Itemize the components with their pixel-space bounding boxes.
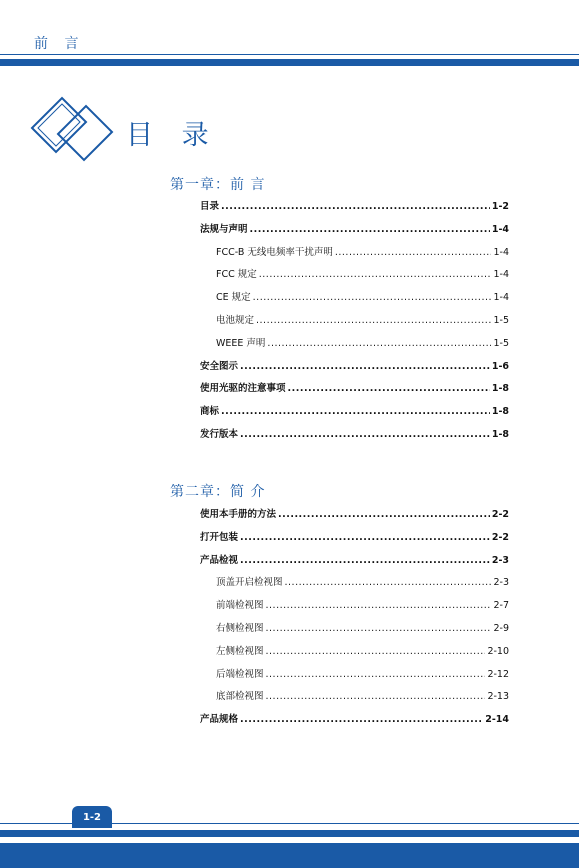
toc-dot-leader: [240, 428, 490, 442]
toc-entry-label: FCC-B 无线电频率干扰声明: [216, 246, 333, 258]
toc-entry-label: CE 规定: [216, 292, 251, 304]
toc-entry[interactable]: [200, 382, 509, 396]
toc-entry[interactable]: [216, 645, 509, 659]
toc-entry-page: 1-8: [491, 383, 509, 395]
toc-entry[interactable]: [200, 223, 509, 237]
toc-entry-page: 1-2: [491, 201, 509, 212]
toc-dot-leader: [240, 531, 490, 545]
toc-dot-leader: [285, 576, 492, 590]
toc-entry-label: 产品规格: [200, 714, 239, 726]
toc-entry-page: 2-14: [485, 714, 509, 726]
toc-entry-label: 发行版本: [200, 429, 239, 440]
toc-dot-leader: [253, 291, 492, 305]
toc-entry[interactable]: [216, 599, 509, 613]
toc-entry-label: 后端检视图: [216, 668, 264, 680]
toc-entry[interactable]: [200, 200, 509, 214]
toc-entry-page: 1-4: [493, 292, 509, 304]
toc-entry-page: 1-5: [493, 315, 509, 326]
toc-dot-leader: [267, 337, 491, 351]
toc-dot-leader: [221, 405, 490, 419]
toc-entry-page: 1-4: [493, 246, 509, 258]
toc-entry-label: 法规与声明: [200, 223, 248, 235]
footer-bar: [0, 830, 579, 837]
toc-entry[interactable]: [216, 268, 509, 282]
header-rule-thick: [0, 59, 579, 66]
toc-dot-leader: [256, 314, 491, 328]
toc-entry-label: 产品检视: [200, 554, 239, 566]
chapter-title-2: 第二章：简 介: [170, 484, 266, 500]
toc-entry-page: 2-2: [491, 509, 509, 520]
toc-entry-label: 电池规定: [216, 315, 255, 326]
toc-entry-page: 1-8: [491, 429, 509, 440]
toc-dot-leader: [250, 223, 490, 237]
toc-entry-label: 前端检视图: [216, 600, 264, 612]
header-rule-thin: [0, 54, 579, 55]
toc-entry-label: 左侧检视图: [216, 645, 264, 657]
toc-entry[interactable]: [200, 531, 509, 545]
toc-entry-page: 2-2: [491, 531, 509, 543]
toc-dot-leader: [259, 268, 492, 282]
toc-entry-label: 安全图示: [200, 360, 239, 372]
page-number-tab: 1-2: [72, 806, 112, 828]
toc-entry-page: 1-6: [491, 360, 509, 372]
toc-entry-page: 2-10: [487, 645, 509, 657]
toc-dot-leader: [266, 645, 486, 659]
toc-heading: 目 录: [126, 120, 219, 151]
toc-entry-label: 顶盖开启检视图: [216, 577, 283, 589]
toc-entry-label: 底部检视图: [216, 691, 264, 703]
toc-logo-icon: [28, 94, 116, 164]
toc-entry[interactable]: [216, 576, 509, 590]
toc-entry-label: FCC 规定: [216, 269, 257, 281]
chapter-title-1: 第一章：前 言: [170, 177, 266, 193]
toc-dot-leader: [278, 508, 490, 522]
header-title: 前 言: [34, 36, 85, 52]
toc-entry[interactable]: [200, 360, 509, 374]
toc-entry-page: 2-7: [493, 600, 509, 612]
toc-entry-label: 打开包装: [200, 531, 239, 543]
toc-dot-leader: [288, 382, 490, 396]
toc-entry[interactable]: [200, 428, 509, 442]
toc-dot-leader: [240, 713, 483, 727]
toc-entry[interactable]: [200, 508, 509, 522]
toc-entry-page: 1-4: [491, 223, 509, 235]
toc-entry[interactable]: [216, 690, 509, 704]
toc-entry[interactable]: [216, 291, 509, 305]
toc-dot-leader: [266, 599, 492, 613]
toc-entry-page: 2-13: [487, 691, 509, 703]
toc-dot-leader: [266, 622, 492, 636]
toc-entry-page: 1-4: [493, 269, 509, 281]
toc-entry[interactable]: [216, 314, 509, 328]
toc-dot-leader: [240, 554, 490, 568]
toc-entry-page: 1-8: [491, 406, 509, 418]
toc-entry-label: 使用本手册的方法: [200, 509, 277, 520]
toc-entry-page: 2-12: [487, 668, 509, 680]
toc-entry[interactable]: [216, 337, 509, 351]
toc-dot-leader: [266, 668, 486, 682]
toc-entry-page: 2-9: [493, 623, 509, 634]
toc-entry[interactable]: [216, 246, 509, 260]
toc-dot-leader: [221, 200, 490, 214]
toc-entry-page: 2-3: [491, 554, 509, 566]
toc-entry-label: 使用光驱的注意事项: [200, 383, 286, 395]
toc-dot-leader: [335, 246, 492, 260]
toc-entry-page: 2-3: [493, 577, 509, 589]
toc-entry[interactable]: [216, 622, 509, 636]
toc-entry[interactable]: [200, 405, 509, 419]
toc-dot-leader: [266, 690, 486, 704]
toc-entry-page: 1-5: [493, 337, 509, 349]
toc-dot-leader: [240, 360, 490, 374]
toc-entry-label: 目录: [200, 201, 220, 212]
toc-entry[interactable]: [200, 554, 509, 568]
toc-entry-label: 右侧检视图: [216, 623, 264, 634]
toc-entry-label: 商标: [200, 406, 220, 418]
toc-entry-label: WEEE 声明: [216, 337, 266, 349]
toc-entry[interactable]: [216, 668, 509, 682]
toc-entry[interactable]: [200, 713, 509, 727]
footer-band: [0, 843, 579, 868]
